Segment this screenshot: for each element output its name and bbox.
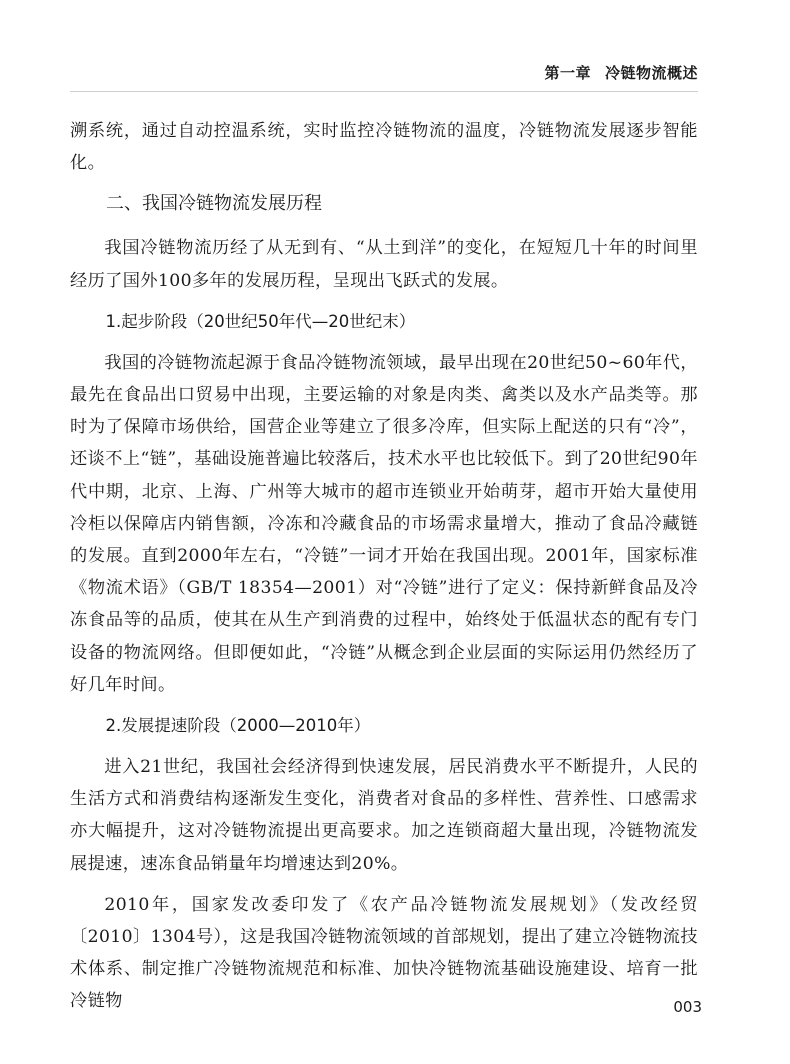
subheading-acceleration-stage: 2.发展提速阶段（2000—2010年） [105, 716, 371, 736]
running-header [544, 62, 698, 83]
paragraph-2010-plan: 2010年，国家发改委印发了《农产品冷链物流发展规划》（发改经贸〔2010〕1304号），这是我国冷链物流领域的首部规划，提出了建立冷链物流技术体系、制定推广冷链物流规范和标准、加快冷链物流基础设施建设、培育一批冷链物 [70, 894, 698, 1012]
paragraph-initial-stage: 我国的冷链物流起源于食品冷链物流领域，最早出现在20世纪50~60年代，最先在食品出口贸易中出现，主要运输的对象是肉类、禽类以及水产品类等。那时为了保障市场供给，国营企业等建立了很多冷库，但实际上配送的只有“冷”，还谈不上“链”，基础设施普遍比较落后，技术水平也比较低下。到了20世纪90年代中期，北京、上海、广州等大城市的超市连锁业开始萌芽，超市开始大量使用冷柜以保障店内销售额，冷冻和冷藏食品的市场需求量增大，推动了食品冷藏链的发展。直到2000年左右，“冷链”一词才开始在我国出现。2001年，国家标准《物流术语》（GB/T 18354—2001）对“冷链”进行了定义：保持新鲜食品及冷冻食品等的品质，使其在从生产到消费的过程中，始终处于低温状态的配有专门设备的物流网络。但即便如此，“冷链”从概念到企业层面的实际运用仍然经历了好几年时间。 [70, 352, 698, 695]
paragraph-acceleration-stage: 进入21世纪，我国社会经济得到快速发展，居民消费水平不断提升，人民的生活方式和消费结构逐渐发生变化，消费者对食品的多样性、营养性、口感需求亦大幅提升，这对冷链物流提出更高要求。加之连锁商超大量出现，冷链物流发展提速，速冻食品销量年均增速达到20%。 [70, 757, 698, 874]
paragraph-continued: 溯系统，通过自动控温系统，实时监控冷链物流的温度，冷链物流发展逐步智能化。 [70, 121, 698, 174]
section-heading: 二、我国冷链物流发展历程 [106, 193, 322, 215]
subheading-initial-stage: 1.起步阶段（20世纪50年代—20世纪末） [105, 311, 416, 331]
chapter-title: 冷链物流概述 [604, 64, 698, 82]
chapter-number: 第一章 [544, 64, 591, 82]
paragraph-history-intro: 我国冷链物流历经了从无到有、“从土到洋”的变化，在短短几十年的时间里经历了国外100多年的发展历程，呈现出飞跃式的发展。 [70, 238, 698, 291]
header-rule [70, 91, 698, 92]
page-number: 003 [673, 998, 702, 1016]
page-body [70, 115, 698, 1027]
